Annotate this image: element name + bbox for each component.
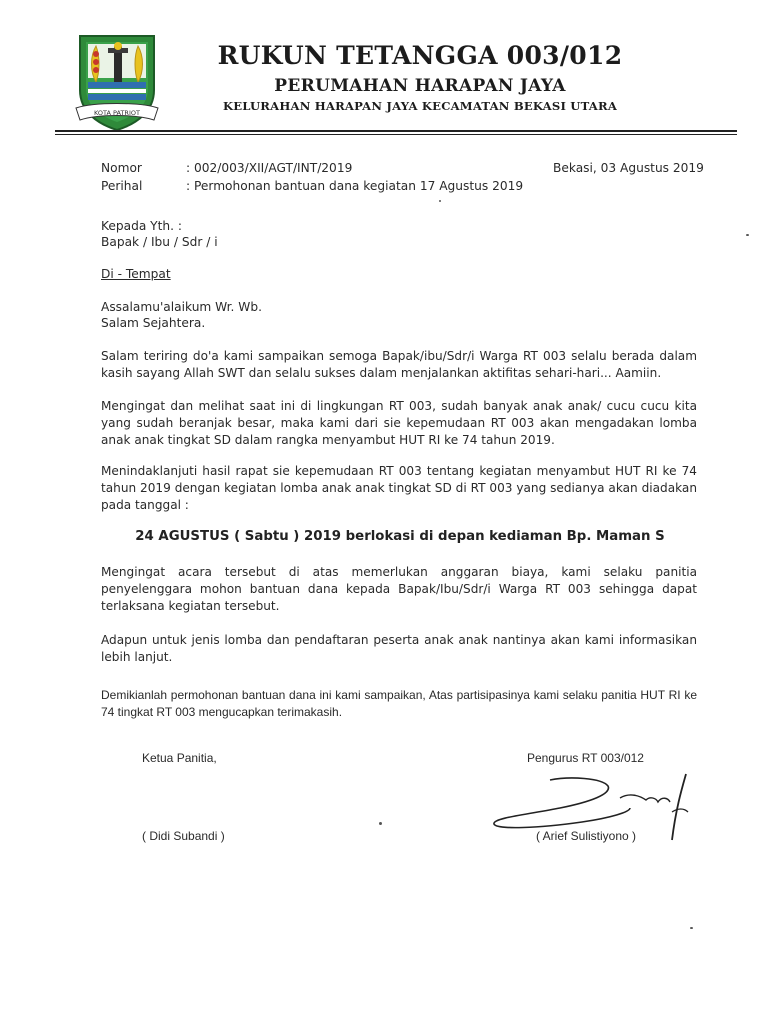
scan-speck	[690, 927, 693, 929]
handwritten-signature	[490, 768, 690, 848]
paragraph-3: Menindaklanjuti hasil rapat sie kepemudaan RT 003 tentang kegiatan menyambut HUT RI ke 74 tahun 2019 dengan kegiatan lomba anak anak tingkat SD di RT 003 yang sedianya akan diadakan pada tanggal :	[101, 464, 697, 512]
scan-speck	[746, 234, 749, 236]
greeting-line-2: Salam Sejahtera.	[101, 316, 206, 330]
nomor-value: : 002/003/XII/AGT/INT/2019	[186, 161, 353, 175]
left-signer-title: Ketua Panitia,	[142, 751, 217, 765]
logo-ribbon-text: KOTA PATRIOT	[94, 109, 140, 117]
right-signer-title: Pengurus RT 003/012	[527, 751, 644, 765]
header-divider	[55, 130, 737, 132]
header-divider-thin	[55, 134, 737, 135]
letterhead-subtitle: PERUMAHAN HARAPAN JAYA	[274, 76, 566, 96]
recipient-line-2: Bapak / Ibu / Sdr / i	[101, 235, 218, 249]
nomor-label: Nomor	[101, 161, 142, 175]
letterhead-address: KELURAHAN HARAPAN JAYA KECAMATAN BEKASI UTARA	[222, 99, 618, 113]
kota-bekasi-logo	[74, 32, 160, 132]
paragraph-4: Mengingat acara tersebut di atas memerlukan anggaran biaya, kami selaku panitia penyelenggara mohon bantuan dana kepada Bapak/Ibu/Sdr/i Warga RT 003 sehingga dapat terlaksana kegiatan tersebut.	[101, 565, 697, 613]
paragraph-1: Salam teriring do'a kami sampaikan semoga Bapak/ibu/Sdr/i Warga RT 003 selalu berada dalam kasih sayang Allah SWT dan selalu sukses dalam menjalankan aktifitas sehari-hari... Aamiin.	[101, 349, 697, 380]
greeting-line-1: Assalamu'alaikum Wr. Wb.	[101, 300, 262, 314]
scan-speck	[379, 822, 382, 825]
scan-speck	[439, 200, 441, 202]
left-signer-name: ( Didi Subandi )	[142, 829, 225, 843]
recipient-line-1: Kepada Yth. :	[101, 219, 182, 233]
place-date: Bekasi, 03 Agustus 2019	[553, 161, 704, 175]
paragraph-5: Adapun untuk jenis lomba dan pendaftaran peserta anak anak nantinya akan kami informasikan lebih lanjut.	[101, 633, 697, 664]
recipient-place: Di - Tempat	[101, 267, 171, 281]
perihal-label: Perihal	[101, 179, 143, 193]
paragraph-6: Demikianlah permohonan bantuan dana ini kami sampaikan, Atas partisipasinya kami selaku panitia HUT RI ke 74 tingkat RT 003 mengucapkan terimakasih.	[101, 688, 697, 719]
event-date-location: 24 AGUSTUS ( Sabtu ) 2019 berlokasi di depan kediaman Bp. Maman S	[135, 529, 665, 544]
letterhead-title: RUKUN TETANGGA 003/012	[217, 41, 623, 70]
perihal-value: : Permohonan bantuan dana kegiatan 17 Agustus 2019	[186, 179, 524, 193]
right-signer-name: ( Arief Sulistiyono )	[536, 829, 637, 843]
paragraph-2: Mengingat dan melihat saat ini di lingkungan RT 003, sudah banyak anak anak/ cucu cucu kita yang sudah beranjak besar, maka kami dari sie kepemudaan RT 003 akan mengadakan lomba anak anak tingkat SD dalam rangka menyambut HUT RI ke 74 tahun 2019.	[101, 399, 697, 447]
